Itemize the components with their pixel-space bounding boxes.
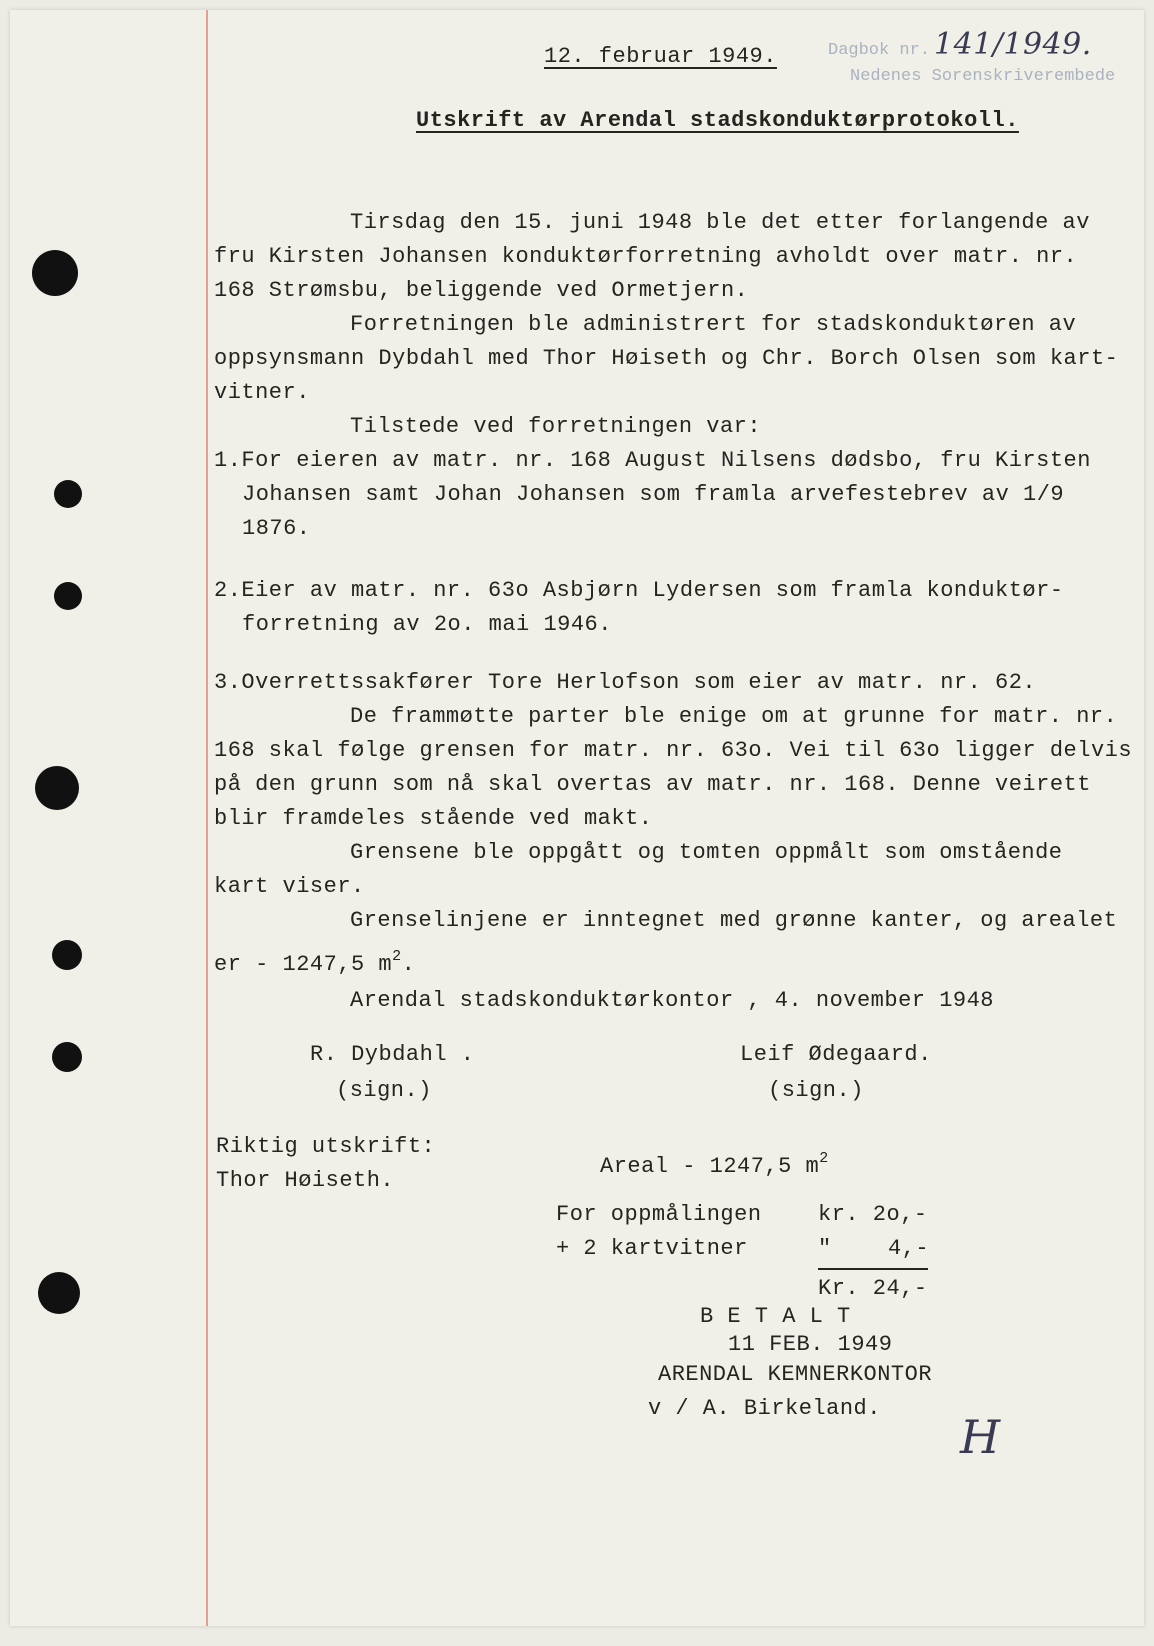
body-line: Tilstede ved forretningen var: <box>350 414 762 439</box>
area-statement: er - 1247,5 $m^2$. <box>214 948 416 977</box>
area-summary <box>600 1144 829 1182</box>
area-summary-text: Areal - 1247,5 m <box>600 1154 820 1179</box>
body-line: Grenselinjene er inntegnet med grønne kanter, og arealet <box>350 908 1118 933</box>
payment-stamp-office: ARENDAL KEMNERKONTOR <box>658 1362 933 1387</box>
area-statement-text: er - 1247,5 m <box>214 952 393 977</box>
body-line: kart viser. <box>214 874 365 899</box>
punch-hole <box>52 940 82 970</box>
body-line: Tirsdag den 15. juni 1948 ble det etter forlangende av <box>350 210 1090 235</box>
body-line: Forretningen ble administrert for stadskonduktøren av <box>350 312 1077 337</box>
signature-left-sign: (sign.) <box>336 1078 432 1103</box>
area-superscript: 2 <box>392 948 402 965</box>
body-line: på den grunn som nå skal overtas av matr. nr. 168. Denne veirett <box>214 772 1091 797</box>
fee-total: Kr. 24,- <box>818 1276 928 1301</box>
payment-stamp-date: 11 FEB. 1949 <box>728 1332 893 1357</box>
signature-right-name: Leif Ødegaard. <box>740 1042 932 1067</box>
punch-hole <box>35 766 79 810</box>
body-line: blir framdeles stående ved makt. <box>214 806 653 831</box>
body-line: Grensene ble oppgått og tomten oppmålt som omstående <box>350 840 1063 865</box>
document-title: Utskrift av Arendal stadskonduktørprotokoll. <box>416 108 1019 133</box>
body-line: oppsynsmann Dybdahl med Thor Høiseth og Chr. Borch Olsen som kart- <box>214 346 1119 371</box>
list-item: 1.For eieren av matr. nr. 168 August Nilsens dødsbo, fru Kirsten <box>214 448 1091 473</box>
list-item-continuation: forretning av 2o. mai 1946. <box>242 612 612 637</box>
punch-hole <box>54 480 82 508</box>
punch-hole <box>52 1042 82 1072</box>
punch-hole <box>32 250 78 296</box>
body-line: 168 skal følge grensen for matr. nr. 63o. Vei til 63o ligger delvis <box>214 738 1133 763</box>
fee-value: 4,- <box>888 1236 930 1261</box>
margin-line <box>206 10 208 1626</box>
punch-hole <box>54 582 82 610</box>
list-item: 3.Overrettssakfører Tore Herlofson som eier av matr. nr. 62. <box>214 670 1037 695</box>
list-item-continuation: 1876. <box>242 516 311 541</box>
list-item: 2.Eier av matr. nr. 63o Asbjørn Lydersen som framla konduktør- <box>214 578 1064 603</box>
document-page <box>10 10 1144 1626</box>
body-line: De frammøtte parter ble enige om at grunne for matr. nr. <box>350 704 1118 729</box>
handwritten-initials: H <box>960 1410 1001 1464</box>
fee-label: + 2 kartvitner <box>556 1236 748 1261</box>
punch-hole <box>38 1272 80 1314</box>
office-date-line: Arendal stadskonduktørkontor , 4. november 1948 <box>350 988 995 1013</box>
fee-label: For oppmålingen <box>556 1202 762 1227</box>
area-summary-superscript: 2 <box>819 1150 829 1167</box>
court-stamp-text: Nedenes Sorenskriverembede <box>850 67 1116 86</box>
document-date: 12. februar 1949. <box>544 44 777 69</box>
journal-number: 141/1949. <box>934 27 1092 62</box>
signature-right-sign: (sign.) <box>768 1078 864 1103</box>
fee-value: kr. 2o,- <box>818 1202 928 1227</box>
journal-stamp-label: Dagbok nr. <box>828 41 931 60</box>
body-line: 168 Strømsbu, beliggende ved Ormetjern. <box>214 278 749 303</box>
fee-sum-rule <box>818 1268 928 1270</box>
signature-left-name: R. Dybdahl . <box>310 1042 475 1067</box>
certification-label: Riktig utskrift: <box>216 1134 436 1159</box>
payment-stamp-signer: v / A. Birkeland. <box>648 1396 881 1421</box>
certification-signer: Thor Høiseth. <box>216 1168 395 1193</box>
ditto-mark: " <box>818 1236 832 1261</box>
body-line: fru Kirsten Johansen konduktørforretning avholdt over matr. nr. <box>214 244 1078 269</box>
list-item-continuation: Johansen samt Johan Johansen som framla arvefestebrev av 1/9 <box>242 482 1065 507</box>
body-line: vitner. <box>214 380 310 405</box>
payment-stamp-status: B E T A L T <box>700 1304 851 1329</box>
